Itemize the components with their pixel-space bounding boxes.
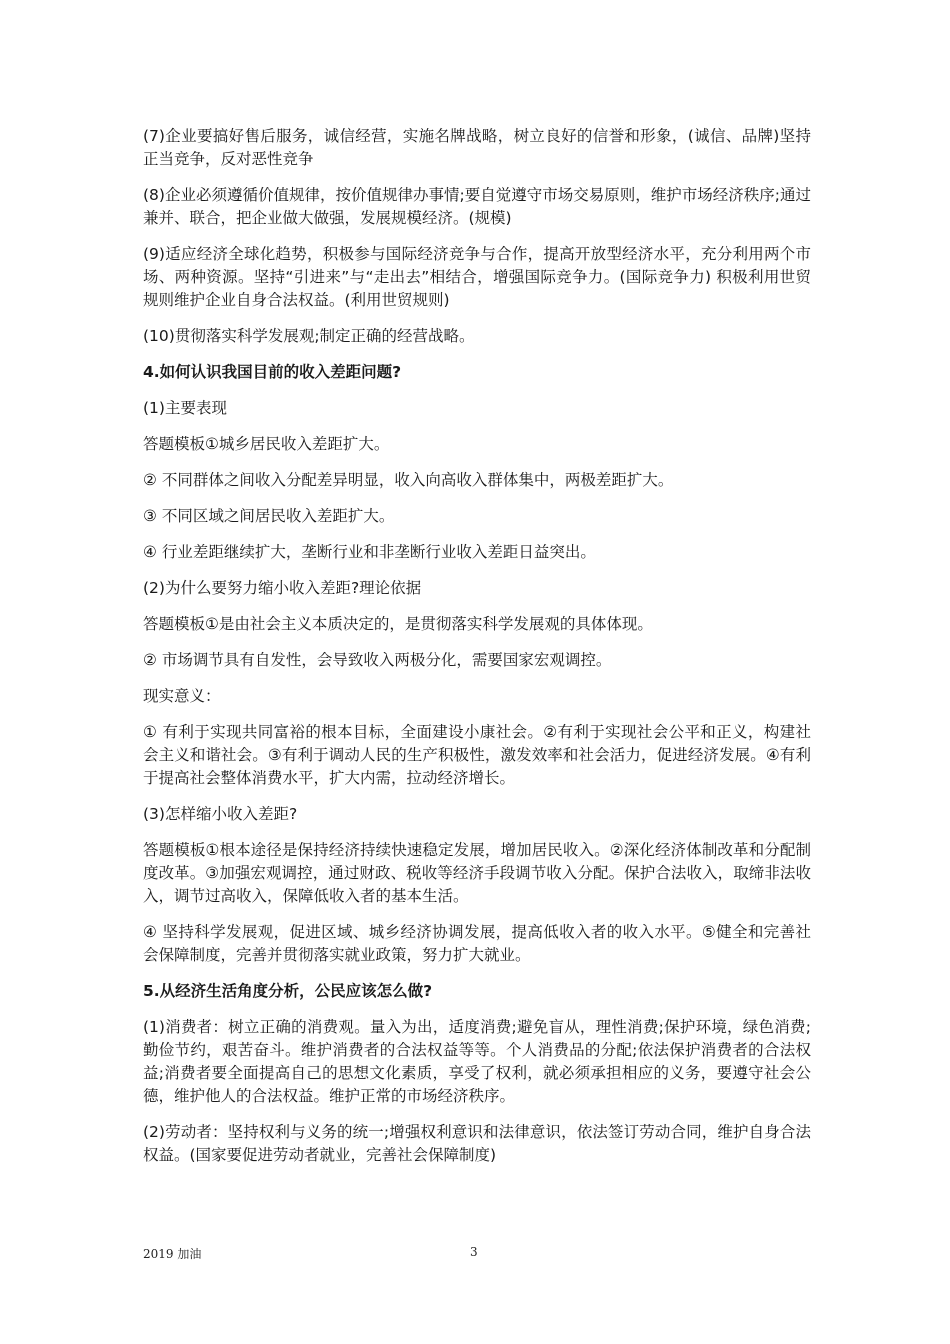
paragraph: ② 不同群体之间收入分配差异明显，收入向高收入群体集中，两极差距扩大。 [143,471,674,489]
paragraph: (9)适应经济全球化趋势，积极参与国际经济竞争与合作，提高开放型经济水平，充分利用两个市场、两种资源。坚持“引进来”与“走出去”相结合，增强国际竞争力。(国际竞争力) 积极利用世贸规则维护企业自身合法权益。(利用世贸规则) [143,245,811,309]
footer-text: 2019 加油 [143,1247,202,1261]
paragraph: ④ 行业差距继续扩大，垄断行业和非垄断行业收入差距日益突出。 [143,543,596,561]
paragraph: 答题模板①根本途径是保持经济持续快速稳定发展，增加居民收入。②深化经济体制改革和分配制度改革。③加强宏观调控，通过财政、税收等经济手段调节收入分配。保护合法收入，取缔非法收入，调节过高收入，保障低收入者的基本生活。 [143,841,811,905]
paragraph: ④ 坚持科学发展观，促进区域、城乡经济协调发展，提高低收入者的收入水平。⑤健全和完善社会保障制度，完善并贯彻落实就业政策，努力扩大就业。 [143,923,811,964]
paragraph: 答题模板①是由社会主义本质决定的，是贯彻落实科学发展观的具体体现。 [143,615,653,633]
document-body [143,125,811,1180]
paragraph: (1)主要表现 [143,399,227,417]
section-heading: 5.从经济生活角度分析，公民应该怎么做? [143,982,433,1000]
paragraph: ② 市场调节具有自发性，会导致收入两极分化，需要国家宏观调控。 [143,651,612,669]
page-number: 3 [470,1245,478,1259]
paragraph: (7)企业要搞好售后服务，诚信经营，实施名牌战略，树立良好的信誉和形象，(诚信、品牌)坚持正当竞争，反对恶性竞争 [143,127,811,168]
paragraph: (10)贯彻落实科学发展观;制定正确的经营战略。 [143,327,475,345]
paragraph: (3)怎样缩小收入差距? [143,805,298,823]
section-heading: 4.如何认识我国目前的收入差距问题? [143,363,402,381]
paragraph: (2)为什么要努力缩小收入差距?理论依据 [143,579,422,597]
paragraph: (2)劳动者：坚持权利与义务的统一;增强权利意识和法律意识，依法签订劳动合同，维护自身合法权益。(国家要促进劳动者就业，完善社会保障制度) [143,1123,811,1164]
paragraph: (1)消费者：树立正确的消费观。量入为出，适度消费;避免盲从，理性消费;保护环境，绿色消费;勤俭节约，艰苦奋斗。维护消费者的合法权益等等。个人消费品的分配;依法保护消费者的合法权益;消费者要全面提高自己的思想文化素质，享受了权利，就必须承担相应的义务，要遵守社会公德，维护他人的合法权益。维护正常的市场经济秩序。 [143,1018,811,1105]
paragraph: 现实意义： [143,687,221,705]
paragraph: ③ 不同区域之间居民收入差距扩大。 [143,507,395,525]
paragraph: ① 有利于实现共同富裕的根本目标，全面建设小康社会。②有利于实现社会公平和正义，构建社会主义和谐社会。③有利于调动人民的生产积极性，激发效率和社会活力，促进经济发展。④有利于提高社会整体消费水平，扩大内需，拉动经济增长。 [143,723,811,787]
paragraph: 答题模板①城乡居民收入差距扩大。 [143,435,390,453]
paragraph: (8)企业必须遵循价值规律，按价值规律办事情;要自觉遵守市场交易原则，维护市场经济秩序;通过兼并、联合，把企业做大做强，发展规模经济。(规模) [143,186,811,227]
